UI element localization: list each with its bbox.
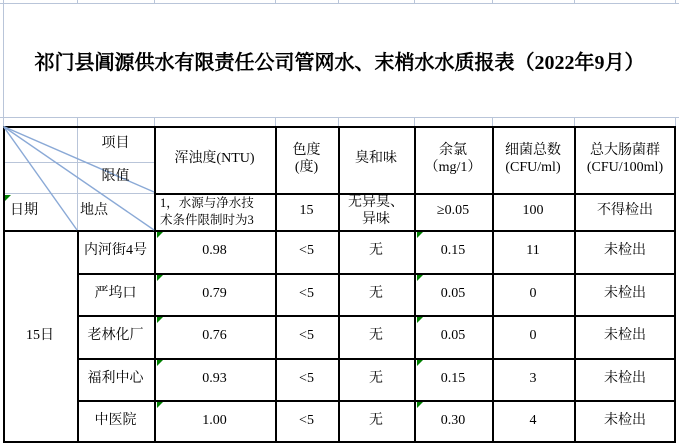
cell-chlorine: 0.15	[440, 243, 466, 259]
cell-chroma: <5	[299, 413, 314, 429]
cell-coliform: 未检出	[604, 413, 646, 429]
column-header-chlorine-unit: （mg/1）	[424, 159, 482, 175]
error-indicator-icon	[417, 360, 423, 366]
gridline	[338, 117, 339, 126]
gridline	[675, 117, 676, 126]
cell-location: 中医院	[94, 413, 137, 429]
cell-location: 内河街4号	[84, 243, 147, 259]
cell-bacteria: 0	[529, 285, 537, 301]
cell-chlorine: 0.05	[440, 328, 466, 344]
cell-odor: 无	[369, 413, 383, 429]
column-header-odor: 臭和味	[355, 151, 397, 167]
column-header-chlorine-name: 余氯	[439, 142, 467, 158]
error-indicator-icon	[157, 402, 163, 408]
column-header-chroma	[275, 126, 338, 193]
gridline	[574, 117, 575, 126]
cell-bacteria: 3	[529, 370, 537, 386]
cell-location: 严坞口	[94, 285, 137, 301]
cell-coliform: 未检出	[604, 243, 646, 259]
cell-turbidity: 0.93	[202, 370, 227, 386]
cell-chlorine: 0.30	[440, 413, 466, 429]
cell-odor: 无	[369, 328, 383, 344]
corner-label-project: 项目	[101, 135, 130, 151]
column-header-chroma-unit: (度)	[294, 159, 319, 175]
gridline	[77, 117, 78, 126]
cell-turbidity: 0.76	[202, 328, 227, 344]
cell-chroma: <5	[299, 328, 314, 344]
column-header-chlorine	[414, 126, 492, 193]
column-header-bacteria	[492, 126, 574, 193]
error-indicator-icon	[417, 317, 423, 323]
gridline	[154, 117, 155, 126]
date-cell: 15日	[26, 328, 54, 344]
error-indicator-icon	[157, 317, 163, 323]
corner-label-location: 地点	[80, 203, 108, 219]
column-header-coliform-name: 总大肠菌群	[590, 142, 660, 158]
cell-turbidity: 0.98	[202, 243, 227, 259]
cell-turbidity: 0.79	[202, 285, 227, 301]
cell-location: 老林化厂	[87, 328, 144, 344]
error-indicator-icon	[417, 232, 423, 238]
cell-coliform: 未检出	[604, 370, 646, 386]
column-header-bacteria-name: 细菌总数	[505, 142, 561, 158]
cell-turbidity: 1.00	[202, 413, 227, 429]
error-indicator-icon	[5, 195, 11, 201]
cell-chlorine: 0.15	[440, 370, 466, 386]
report-title: 祁门县阊源供水有限责任公司管网水、末梢水水质报表（2022年9月）	[34, 51, 645, 74]
corner-label-date: 日期	[10, 203, 38, 219]
column-header-coliform	[574, 126, 676, 193]
error-indicator-icon	[417, 402, 423, 408]
cell-location: 福利中心	[87, 370, 144, 386]
corner-label-limit: 限值	[101, 169, 130, 185]
limit-turbidity: 1，水源与净水技术条件限制时为3	[160, 196, 254, 227]
cell-coliform: 未检出	[604, 285, 646, 301]
limit-chlorine: ≥0.05	[436, 203, 470, 219]
cell-odor: 无	[369, 285, 383, 301]
gridline	[414, 117, 415, 126]
error-indicator-icon	[157, 232, 163, 238]
gridline	[275, 117, 276, 126]
error-indicator-icon	[157, 275, 163, 281]
error-indicator-icon	[157, 360, 163, 366]
cell-bacteria: 11	[526, 243, 540, 259]
error-indicator-icon	[417, 275, 423, 281]
column-header-chroma-name: 色度	[292, 142, 321, 158]
limit-bacteria: 100	[522, 203, 544, 219]
column-header-coliform-unit: (CFU/100ml)	[586, 159, 664, 175]
cell-bacteria: 4	[529, 413, 537, 429]
limit-chroma: 15	[299, 203, 314, 219]
cell-chroma: <5	[299, 370, 314, 386]
cell-chlorine: 0.05	[440, 285, 466, 301]
limit-odor: 无异臭、异味	[348, 194, 404, 227]
column-header-turbidity: 浑浊度(NTU)	[174, 151, 255, 167]
gridline	[492, 117, 493, 126]
limit-coliform: 不得检出	[597, 203, 653, 219]
column-header-bacteria-unit: (CFU/ml)	[505, 159, 561, 175]
cell-coliform: 未检出	[604, 328, 646, 344]
cell-bacteria: 0	[529, 328, 537, 344]
cell-odor: 无	[369, 243, 383, 259]
cell-chroma: <5	[299, 243, 314, 259]
cell-odor: 无	[369, 370, 383, 386]
gridline	[0, 117, 679, 118]
cell-chroma: <5	[299, 285, 314, 301]
